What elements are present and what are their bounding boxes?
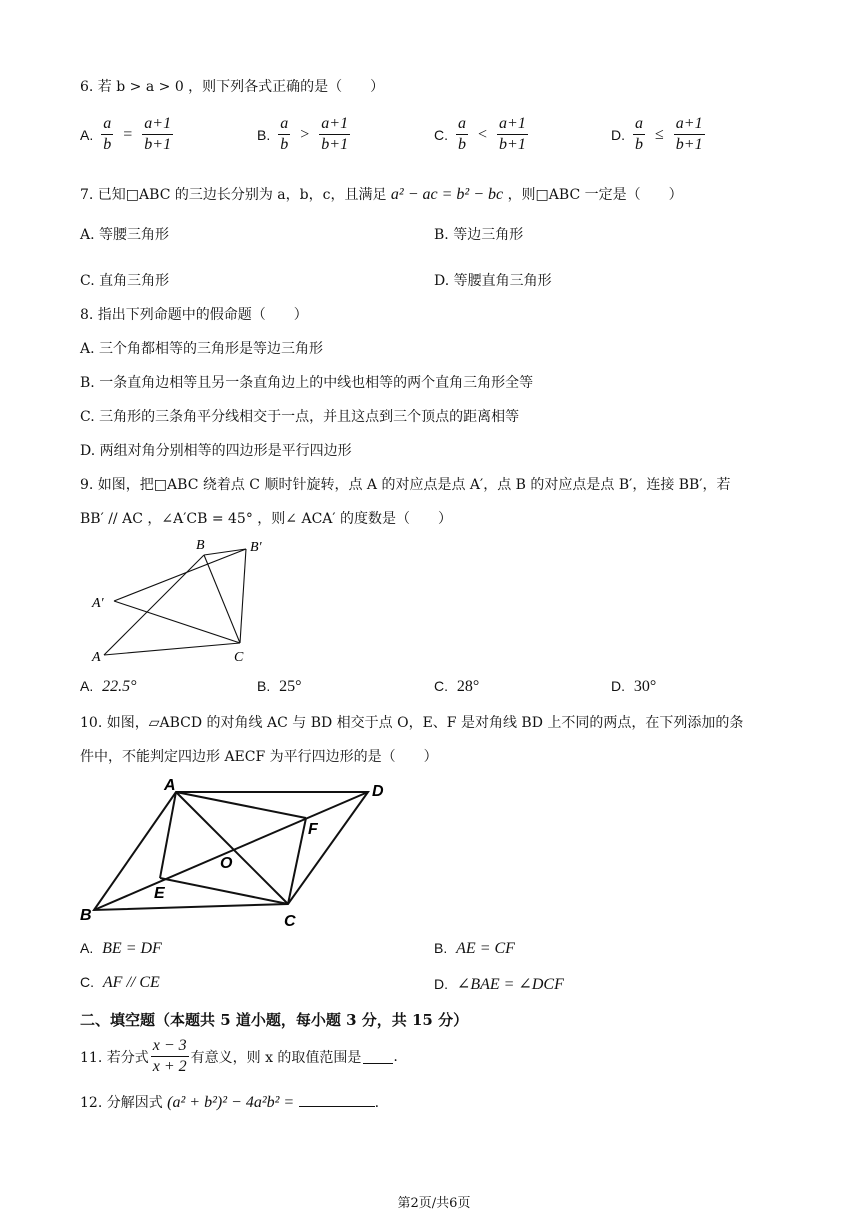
q7-option-a: A. 等腰三角形 bbox=[80, 227, 170, 243]
relation: ≤ bbox=[655, 125, 664, 143]
q8-stem: 8. 指出下列命题中的假命题（ ） bbox=[80, 307, 308, 323]
segment-apbp bbox=[114, 549, 246, 601]
label-d: D bbox=[372, 783, 384, 800]
q12-answer-blank[interactable] bbox=[299, 1092, 375, 1107]
q11-numerator: x − 3 bbox=[151, 1036, 189, 1057]
label-c: C bbox=[284, 913, 296, 930]
q11-suffix: 有意义，则 x 的取值范围是 bbox=[190, 1049, 362, 1066]
q8-option-d: D. 两组对角分别相等的四边形是平行四边形 bbox=[80, 443, 352, 459]
q8-option-b: B. 一条直角边相等且另一条直角边上的中线也相等的两个直角三角形全等 bbox=[80, 375, 534, 391]
segment-ec bbox=[160, 878, 288, 904]
q6-stem: 6. 若 b > a > 0 ，则下列各式正确的是（ ） bbox=[80, 79, 385, 95]
q9-option-b: B. 25° bbox=[257, 678, 302, 695]
segment-ab bbox=[104, 555, 204, 655]
q11-fraction bbox=[151, 1036, 189, 1077]
section-title: 二、填空题（本题共 5 道小题，每小题 3 分，共 15 分） bbox=[80, 1011, 469, 1029]
q11-prefix: 11. 若分式 bbox=[80, 1049, 149, 1066]
option-label: B. bbox=[257, 126, 271, 143]
lhs-fraction: $\frac{a}{b}$ bbox=[103, 115, 112, 153]
rhs-fraction: $\frac{a+1}{b+1}$ bbox=[321, 115, 349, 153]
q8-option-c: C. 三角形的三条角平分线相交于一点，并且这点到三个顶点的距离相等 bbox=[80, 409, 520, 425]
q10-figure bbox=[78, 772, 398, 932]
lhs-fraction: $\frac{a}{b}$ bbox=[635, 115, 643, 153]
q9-option-d: D. 30° bbox=[611, 678, 657, 695]
segment-bpc bbox=[240, 549, 246, 643]
relation: < bbox=[478, 125, 488, 143]
q8-option-a: A. 三个角都相等的三角形是等边三角形 bbox=[80, 341, 324, 357]
label-a: A bbox=[92, 650, 101, 665]
q10-option-c: C. AF // CE bbox=[80, 974, 160, 991]
label-bp: B′ bbox=[250, 540, 262, 555]
rhs-fraction: $\frac{a+1}{b+1}$ bbox=[675, 115, 703, 153]
rhs-fraction: $\frac{a+1}{b+1}$ bbox=[499, 115, 526, 153]
q9-figure bbox=[80, 535, 280, 670]
q12-math: (a² + b²)² − 4a²b² = bbox=[167, 1094, 295, 1111]
q11-answer-blank[interactable] bbox=[363, 1049, 393, 1064]
label-b: B bbox=[80, 907, 92, 924]
option-label: A. bbox=[80, 126, 94, 143]
label-e: E bbox=[154, 885, 165, 902]
label-ap: A′ bbox=[92, 596, 104, 611]
q6-option-b bbox=[257, 114, 350, 155]
segment-apc bbox=[114, 601, 240, 643]
q9-option-a: A. 22.5° bbox=[80, 678, 137, 695]
relation: = bbox=[123, 125, 133, 143]
rhs-fraction: $\frac{a+1}{b+1}$ bbox=[144, 115, 172, 153]
q6-option-c bbox=[434, 114, 528, 155]
label-a: A bbox=[164, 777, 176, 794]
q10-line2: 件中，不能判定四边形 AECF 为平行四边形的是（ ） bbox=[80, 749, 438, 765]
q7-option-d: D. 等腰直角三角形 bbox=[434, 273, 552, 289]
q11: 11. 若分式 $\frac{x - 3}{x + 2}$ 有意义，则 x 的取值范围是 . bbox=[80, 1037, 398, 1075]
q7-stem bbox=[80, 184, 683, 204]
q7-option-b: B. 等边三角形 bbox=[434, 227, 524, 243]
q9-line2: BB′ // AC ，∠A′CB = 45° ，则∠ ACA′ 的度数是（ ） bbox=[80, 511, 453, 527]
diagonal-ac bbox=[176, 792, 288, 904]
q10-line1: 10. 如图，▱ABCD 的对角线 AC 与 BD 相交于点 O，E、F 是对角线 BD 上不同的两点，在下列添加的条 bbox=[80, 715, 744, 731]
relation: > bbox=[300, 125, 310, 143]
label-f: F bbox=[308, 821, 318, 838]
label-b: B bbox=[196, 538, 205, 553]
segment-af bbox=[176, 792, 306, 818]
label-o: O bbox=[220, 855, 233, 872]
option-label: C. bbox=[434, 126, 448, 143]
q7-option-c: C. 直角三角形 bbox=[80, 273, 170, 289]
q9-option-c: C. 28° bbox=[434, 678, 480, 695]
page-footer: 第2页/共6页 bbox=[397, 1196, 471, 1211]
q10-option-a: A. BE = DF bbox=[80, 940, 162, 957]
q12-prefix: 12. 分解因式 bbox=[80, 1095, 163, 1111]
segment-bc bbox=[204, 555, 240, 643]
q9-line1: 9. 如图，把□ABC 绕着点 C 顺时针旋转，点 A 的对应点是点 A′，点 B 的对应点是点 B′，连接 BB′，若 bbox=[80, 477, 731, 493]
q6-option-a bbox=[80, 114, 173, 155]
q7-stem-a: 7. 已知□ABC 的三边长分别为 a，b，c，且满足 bbox=[80, 187, 387, 203]
q10-option-b: B. AE = CF bbox=[434, 940, 515, 957]
q11-denominator: x + 2 bbox=[152, 1058, 187, 1075]
segment-ac bbox=[104, 643, 240, 655]
q7-stem-b: ，则□ABC 一定是（ ） bbox=[507, 187, 683, 203]
q10-option-d: D. ∠BAE = ∠DCF bbox=[434, 976, 564, 993]
q6-option-d bbox=[611, 114, 705, 155]
q12: 12. 分解因式 (a² + b²)² − 4a²b² = . bbox=[80, 1094, 380, 1111]
lhs-fraction: $\frac{a}{b}$ bbox=[280, 115, 289, 153]
option-label: D. bbox=[611, 126, 625, 143]
label-c: C bbox=[234, 650, 244, 665]
lhs-fraction: $\frac{a}{b}$ bbox=[458, 115, 466, 153]
q7-stem-math: a² − ac = b² − bc bbox=[390, 186, 504, 203]
